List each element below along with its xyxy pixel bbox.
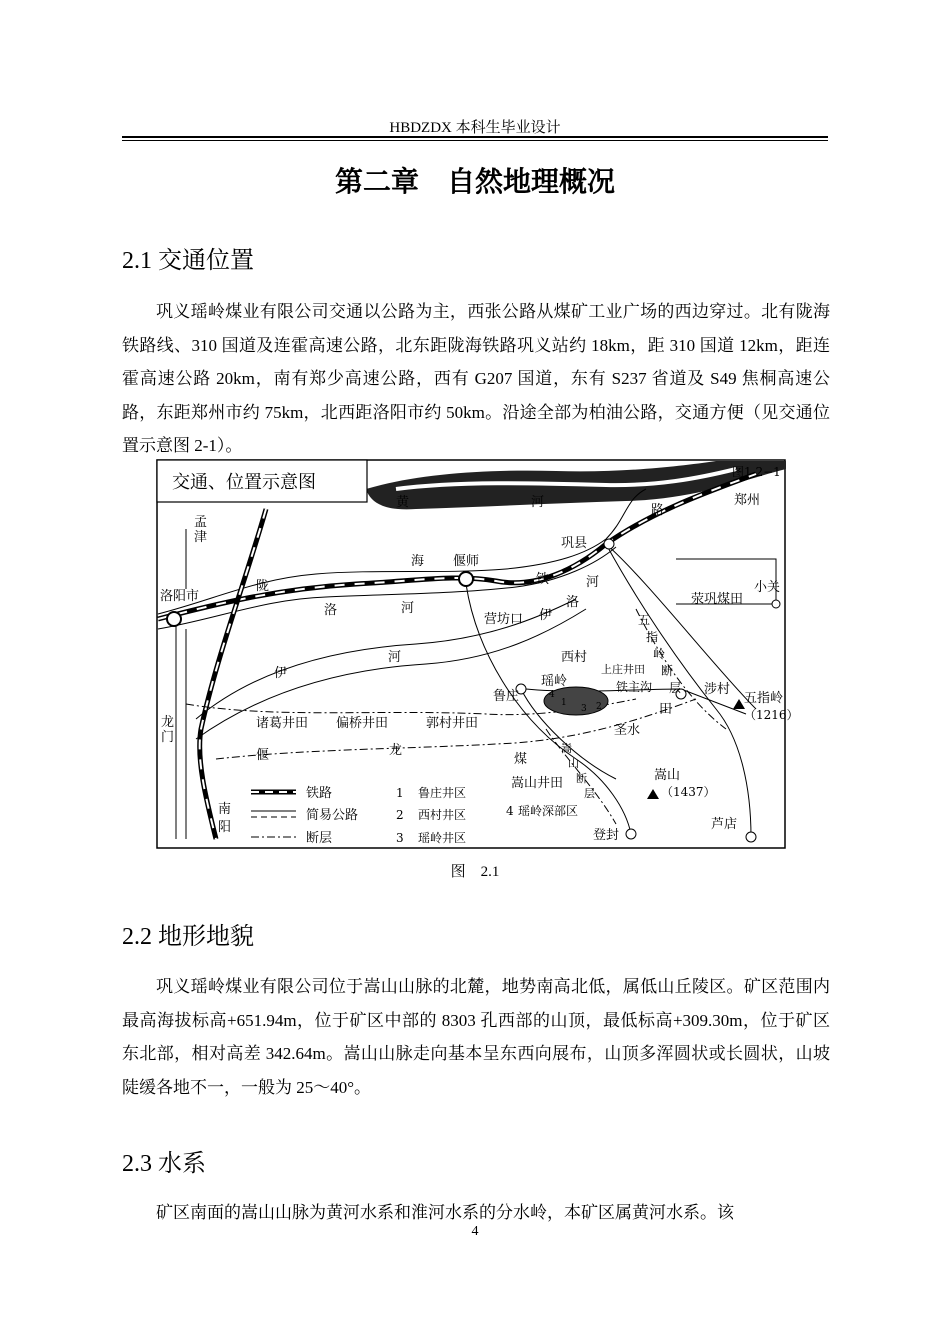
svg-text:路: 路: [651, 503, 665, 518]
svg-text:孟: 孟: [194, 515, 208, 530]
svg-text:郭村井田: 郭村井田: [426, 716, 479, 731]
svg-text:偃: 偃: [256, 748, 270, 763]
svg-text:鲁庄: 鲁庄: [493, 689, 520, 704]
svg-text:简易公路: 简易公路: [306, 808, 359, 823]
svg-text:龙: 龙: [389, 743, 403, 758]
svg-text:1: 1: [396, 786, 404, 800]
svg-text:巩县: 巩县: [561, 536, 588, 551]
svg-text:瑶岭深部区: 瑶岭深部区: [518, 804, 579, 818]
svg-text:鲁庄井区: 鲁庄井区: [418, 786, 467, 800]
svg-text:阳: 阳: [218, 820, 232, 835]
svg-text:4: 4: [549, 690, 555, 700]
svg-text:圣水: 圣水: [614, 723, 641, 738]
svg-text:铁主沟: 铁主沟: [616, 680, 653, 694]
svg-text:郑州: 郑州: [734, 493, 761, 508]
svg-text:断: 断: [661, 664, 674, 678]
svg-text:指: 指: [646, 630, 659, 644]
svg-text:伊: 伊: [274, 666, 288, 681]
svg-text:登封: 登封: [593, 828, 620, 843]
svg-text:津: 津: [194, 530, 208, 545]
map-title: 交通、位置示意图: [172, 472, 316, 493]
svg-text:伊: 伊: [539, 608, 553, 623]
svg-text:嵩: 嵩: [561, 742, 572, 755]
svg-text:嵩山: 嵩山: [654, 768, 681, 783]
svg-text:龙: 龙: [161, 715, 175, 730]
svg-text:洛: 洛: [566, 595, 580, 610]
svg-text:西村: 西村: [561, 650, 588, 665]
svg-text:门: 门: [161, 730, 175, 745]
svg-text:铁: 铁: [536, 572, 550, 587]
svg-text:小关: 小关: [754, 580, 781, 595]
section-heading-2-2: 2.2 地形地貌: [122, 924, 254, 950]
section-2-2-paragraph: 巩义瑶岭煤业有限公司位于嵩山山脉的北麓，地势南高北低，属低山丘陵区。矿区范围内最高海拔标高+651.94m，位于矿区中部的 8303 孔西部的山顶，最低标高+309.30m，位于矿区东北部，相对高差 342.64m。嵩山山脉走向基本呈东西向展布，山顶多浑圆状或长圆状，山坡陡缓各地不一，一般为 25～40°。: [122, 977, 830, 1097]
svg-text:铁路: 铁路: [306, 786, 333, 801]
svg-text:田: 田: [659, 702, 673, 717]
traffic-location-map: [156, 459, 799, 849]
svg-text:层: 层: [584, 787, 595, 800]
svg-text:3: 3: [581, 704, 587, 714]
svg-text:河: 河: [586, 575, 600, 590]
header-rule-thin: [122, 140, 828, 141]
svg-text:荥巩煤田: 荥巩煤田: [691, 592, 744, 607]
svg-text:河: 河: [388, 650, 402, 665]
svg-text:偃师: 偃师: [453, 554, 480, 569]
svg-text:（1437）: （1437）: [661, 785, 716, 799]
svg-text:诸葛井田: 诸葛井田: [256, 716, 309, 731]
svg-text:偏桥井田: 偏桥井田: [336, 716, 389, 731]
svg-text:瑶岭: 瑶岭: [541, 674, 568, 689]
section-2-3-paragraph: 矿区南面的嵩山山脉为黄河水系和淮河水系的分水岭，本矿区属黄河水系。该: [156, 1203, 734, 1222]
svg-text:海: 海: [411, 554, 425, 569]
svg-text:涉村: 涉村: [704, 682, 731, 697]
svg-text:3: 3: [396, 831, 404, 845]
svg-text:山: 山: [568, 757, 579, 770]
chapter-title: 第二章 自然地理概况: [334, 165, 615, 198]
svg-text:煤: 煤: [514, 752, 528, 767]
svg-text:河: 河: [531, 495, 545, 510]
section-heading-2-3: 2.3 水系: [122, 1151, 206, 1177]
svg-text:五指岭: 五指岭: [744, 691, 784, 706]
svg-text:南: 南: [218, 802, 232, 817]
svg-text:1: 1: [561, 698, 567, 708]
svg-text:2: 2: [396, 808, 404, 822]
svg-text:4: 4: [506, 804, 514, 818]
figure-caption: 图 2.1: [450, 864, 500, 880]
svg-text:断: 断: [576, 772, 587, 785]
svg-text:河: 河: [401, 601, 415, 616]
page-header: HBDZDX 本科生毕业设计: [389, 120, 561, 136]
map-figure-id: 图1.2−1: [732, 464, 781, 479]
svg-text:五: 五: [638, 613, 651, 627]
svg-text:西村井区: 西村井区: [418, 808, 467, 822]
svg-text:营坊口: 营坊口: [484, 612, 524, 627]
svg-text:上庄井田: 上庄井田: [601, 663, 645, 676]
header-rule: [122, 136, 828, 138]
svg-text:嵩山井田: 嵩山井田: [511, 776, 564, 791]
svg-text:黄: 黄: [396, 495, 410, 510]
svg-text:断层: 断层: [306, 831, 333, 846]
section-2-1-paragraph: 巩义瑶岭煤业有限公司交通以公路为主，西张公路从煤矿工业广场的西边穿过。北有陇海铁路线、310 国道及连霍高速公路，北东距陇海铁路巩义站约 18km，距 310 国道 12km，距连霍高速公路 20km，南有郑少高速公路，西有 G207 国道，东有 S237 省道及 S49 焦桐高速公路，东距郑州市约 75km，北西距洛阳市约 50km。沿途全部为柏油公路，交通方便（见交通位置示意图 2-1）。: [122, 302, 830, 455]
svg-text:瑶岭井区: 瑶岭井区: [418, 831, 467, 845]
svg-text:（1216）: （1216）: [744, 708, 799, 722]
svg-text:岭: 岭: [653, 647, 666, 661]
svg-text:层: 层: [669, 681, 682, 695]
page-number: 4: [471, 1224, 479, 1239]
svg-text:2: 2: [596, 702, 602, 712]
section-heading-2-1: 2.1 交通位置: [122, 248, 254, 274]
svg-text:芦店: 芦店: [711, 817, 738, 832]
svg-text:洛: 洛: [324, 603, 338, 618]
svg-text:洛阳市: 洛阳市: [160, 589, 200, 604]
svg-text:陇: 陇: [256, 579, 270, 594]
